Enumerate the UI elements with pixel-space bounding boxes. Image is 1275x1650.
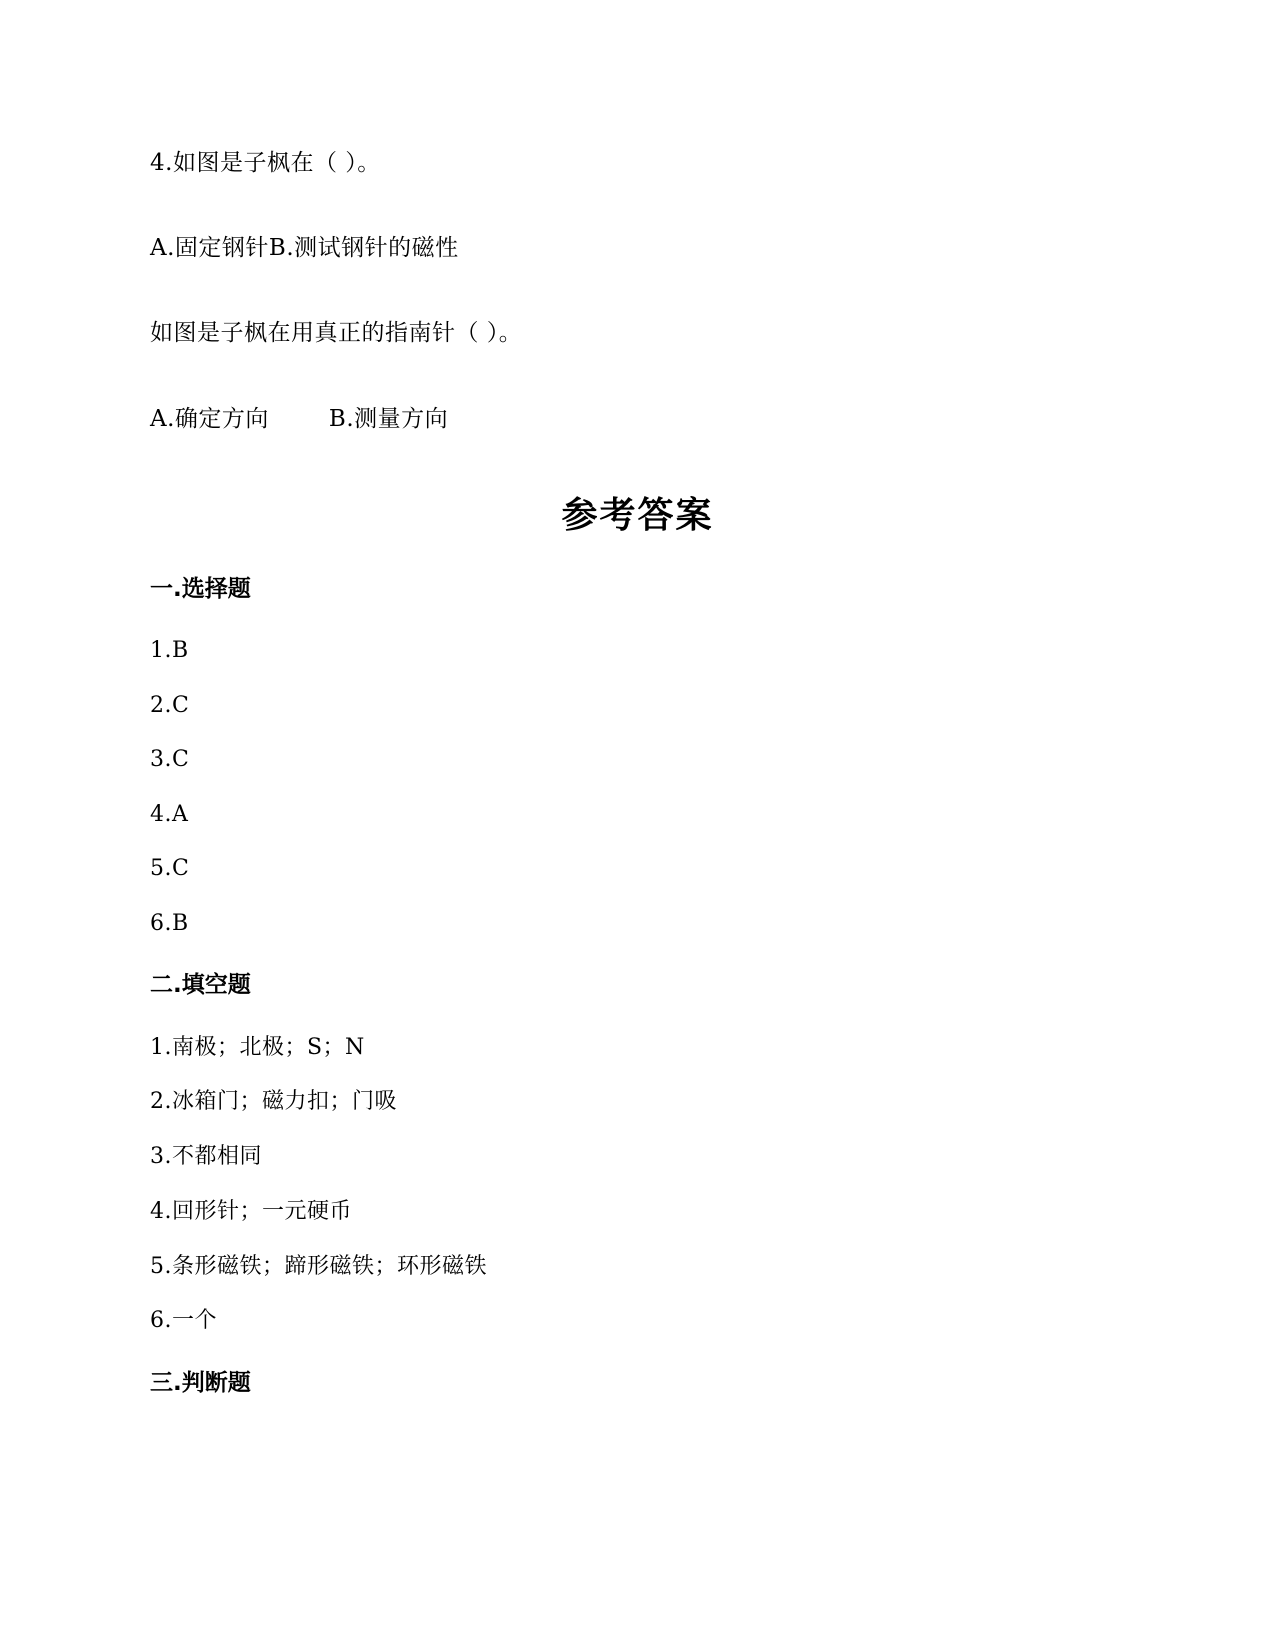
section-heading-fill-blank: 二.填空题	[150, 972, 251, 998]
choice-answer-2: 2.C	[150, 693, 190, 718]
choice-answer-6: 6.B	[150, 911, 189, 936]
option-b: B.测量方向	[328, 406, 449, 432]
answer-key-title: 参考答案	[561, 495, 714, 536]
question-4-options: A.固定钢针B.测试钢针的磁性	[150, 235, 459, 261]
section-heading-choice: 一.选择题	[150, 576, 251, 602]
fill-answer-5: 5.条形磁铁；蹄形磁铁；环形磁铁	[150, 1254, 487, 1279]
option-a: A.确定方向	[150, 406, 269, 432]
question-5-options	[150, 404, 448, 434]
fill-answer-2: 2.冰箱门；磁力扣；门吸	[150, 1089, 397, 1114]
question-4-text: 4.如图是子枫在（ ）。	[150, 150, 381, 176]
question-5-text: 如图是子枫在用真正的指南针（ ）。	[150, 320, 523, 346]
fill-answer-3: 3.不都相同	[150, 1144, 262, 1169]
choice-answer-5: 5.C	[150, 856, 190, 881]
fill-answer-4: 4.回形针；一元硬币	[150, 1199, 352, 1224]
choice-answer-1: 1.B	[150, 638, 189, 663]
fill-answer-1: 1.南极；北极；S；N	[150, 1035, 365, 1060]
choice-answer-4: 4.A	[150, 802, 189, 827]
fill-answer-6: 6.一个	[150, 1308, 217, 1333]
choice-answer-3: 3.C	[150, 747, 190, 772]
section-heading-true-false: 三.判断题	[150, 1370, 251, 1396]
